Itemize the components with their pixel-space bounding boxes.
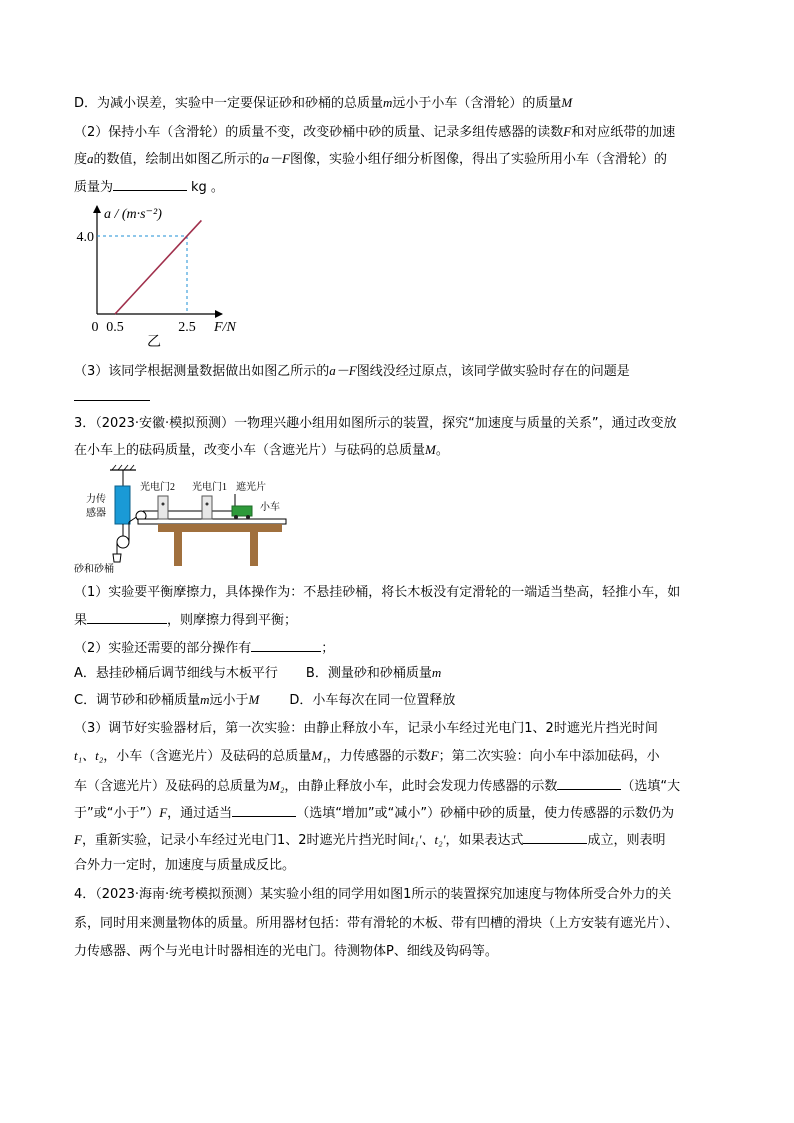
option-b: B．测量砂和砂桶质量	[305, 666, 432, 681]
sensor-label-1: 力传	[86, 494, 106, 505]
answer-blank-problem[interactable]	[74, 386, 150, 401]
q3-options-cd	[74, 690, 455, 711]
q3-text-post: 。	[435, 443, 449, 458]
part2-text: 度	[74, 152, 88, 167]
q3-p2-line	[74, 637, 334, 659]
var-t1p-t2p: t₁′、t₂′	[410, 832, 446, 847]
option-d	[74, 93, 572, 114]
x-axis-label: F/N	[214, 320, 236, 335]
q4-text: 4．（2023·海南·统考模拟预测）某实验小组的同学用如图1所示的装置探究加速度与物体所受合外力的关	[74, 887, 672, 902]
var-m: m	[383, 95, 393, 110]
q3-p1-line1	[74, 583, 680, 603]
var-aF: a－F	[329, 363, 357, 378]
q3-p3-text: ，重新实验，记录小车经过光电门1、2时遮光片挡光时间	[81, 833, 411, 848]
q3-p3-text: 合外力一定时，加速度与质量成反比。	[74, 858, 296, 873]
long-board	[138, 519, 286, 524]
sand-bucket	[113, 554, 121, 562]
q3-p3-text: ，如果表达式	[445, 833, 524, 848]
cart	[232, 506, 252, 516]
q3-p3-line3	[74, 775, 680, 797]
q3-line1	[74, 414, 677, 434]
var-F: F	[430, 748, 439, 763]
option-d-text: D．为减小误差，实验中一定要保证砂和砂桶的总质量	[74, 96, 384, 111]
var-F: F	[159, 805, 168, 820]
a-f-graph	[74, 198, 274, 352]
q3-p1-text-post: ，则摩擦力得到平衡；	[167, 613, 298, 628]
part3-text-post: 图线没经过原点，该同学做实验时存在的问题是	[356, 364, 630, 379]
q4-line1	[74, 885, 671, 905]
part2-line3	[74, 176, 224, 198]
q3-p1-text: （1）实验要平衡摩擦力，具体操作为：不悬挂砂桶，将长木板没有定滑轮的一端适当垫高，轻推小车，如	[74, 585, 681, 600]
q3-p2-text: （2）实验还需要的部分操作有	[74, 641, 252, 656]
q3-p3-line2	[74, 746, 660, 767]
q3-p3-text: （选填“大	[621, 779, 681, 794]
part2-line2	[74, 149, 667, 170]
q3-p3-line6	[74, 856, 295, 876]
var-M: M	[248, 692, 260, 707]
q3-options-ab	[74, 663, 441, 684]
option-c-mid: 远小于	[209, 693, 249, 708]
part2-text-post: 图像，实验小组仔细分析图像，得出了实验所用小车（含滑轮）的	[289, 152, 667, 167]
answer-blank-mass[interactable]	[113, 176, 187, 191]
var-F: F	[74, 832, 82, 847]
q3-line2	[74, 440, 449, 461]
q3-p3-text: 于”或“小于”）	[74, 806, 160, 821]
gate2-label: 光电门2	[140, 482, 175, 493]
q3-p3-text: ，力传感器的示数	[326, 749, 431, 764]
gate1-label: 光电门1	[192, 482, 227, 493]
part2-text: （2）保持小车（含滑轮）的质量不变，改变砂桶中砂的质量、记录多组传感器的读数	[74, 125, 564, 140]
x-tick-2-5: 2.5	[178, 320, 196, 335]
option-c: C．调节砂和砂桶质量	[74, 693, 201, 708]
q3-p3-text: ，通过适当	[167, 806, 233, 821]
q3-p3-line1	[74, 719, 658, 739]
part2-text-post: 和对应纸带的加速	[571, 125, 676, 140]
light-gate-2	[158, 496, 168, 519]
answer-blank-expression[interactable]	[523, 829, 587, 844]
var-M1: M₁	[311, 748, 327, 763]
q3-p3-text: 成立，则表明	[587, 833, 666, 848]
q3-p3-line4	[74, 802, 674, 824]
q3-p3-text: ，由静止释放小车，此时会发现力传感器的示数	[284, 779, 558, 794]
option-d-release: D．小车每次在同一位置释放	[289, 693, 456, 708]
var-F: F	[563, 124, 572, 139]
var-m: m	[200, 692, 210, 707]
data-series-line	[115, 220, 201, 314]
force-sensor	[115, 486, 130, 524]
q3-p3-text: （3）调节好实验器材后，第一次实验：由静止释放小车，记录小车经过光电门1、2时遮光片挡光时间	[74, 721, 658, 736]
unit-kg: kg 。	[191, 180, 224, 195]
x-tick-0: 0	[91, 320, 99, 335]
q3-p1-text: 果	[74, 613, 88, 628]
answer-blank-compare[interactable]	[557, 775, 621, 790]
q3-p3-line5	[74, 829, 665, 851]
q4-line3	[74, 942, 498, 962]
apparatus-diagram	[74, 464, 290, 574]
answer-blank-balance[interactable]	[87, 609, 167, 624]
var-aF: a－F	[262, 151, 290, 166]
bucket-label: 砂和砂桶	[74, 564, 114, 574]
x-tick-0-5: 0.5	[106, 320, 124, 335]
var-M: M	[561, 95, 573, 110]
q3-p3-text: ；第二次实验：向小车中添加砝码，小	[438, 749, 660, 764]
answer-blank-adjust[interactable]	[232, 802, 296, 817]
q3-p2-text-post: ；	[321, 641, 335, 656]
y-axis-label: a / (m·s⁻²)	[104, 207, 162, 222]
part2-line1	[74, 122, 675, 143]
q4-text: 系，同时用来测量物体的质量。所用器材包括：带有滑轮的木板、带有凹槽的滑块（上方安装有遮光片）、	[74, 916, 679, 931]
option-d-text-mid: 远小于小车（含滑轮）的质量	[392, 96, 562, 111]
part2-text-mid: 的数值，绘制出如图乙所示的	[93, 152, 263, 167]
q4-line2	[74, 914, 679, 934]
answer-blank-operations[interactable]	[251, 637, 321, 652]
option-a: A．悬挂砂桶后调节细线与木板平行	[74, 666, 278, 681]
q3-text: 在小车上的砝码质量，改变小车（含遮光片）与砝码的总质量	[74, 443, 426, 458]
var-a: a	[87, 151, 94, 166]
y-tick-4: 4.0	[76, 230, 94, 245]
q3-p3-text: ，小车（含遮光片）及砝码的总质量	[103, 749, 312, 764]
var-t1-t2: t₁、t₂	[74, 748, 104, 763]
sensor-label-2: 感器	[86, 508, 106, 519]
shade-label: 遮光片	[236, 482, 266, 493]
part2-text: 质量为	[74, 180, 114, 195]
light-gate-1	[202, 496, 212, 519]
q4-text: 力传感器、两个与光电计时器相连的光电门。待测物体P、细线及钩码等。	[74, 944, 498, 959]
q3-p3-text: 车（含遮光片）及砝码的总质量为	[74, 779, 270, 794]
q3-p3-text: （选填“增加”或“减小”）砂桶中砂的质量，使力传感器的示数仍为	[296, 806, 675, 821]
car-label: 小车	[260, 502, 280, 513]
part3-line	[74, 361, 630, 382]
var-M2: M₂	[269, 778, 285, 793]
graph-caption: 乙	[147, 335, 161, 350]
q3-text: 3．（2023·安徽·模拟预测）一物理兴趣小组用如图所示的装置，探究“加速度与质量的关系”，通过改变放	[74, 416, 677, 431]
var-M: M	[425, 442, 436, 457]
q3-p1-line2	[74, 609, 297, 631]
var-m: m	[431, 665, 442, 680]
part3-text: （3）该同学根据测量数据做出如图乙所示的	[74, 364, 330, 379]
